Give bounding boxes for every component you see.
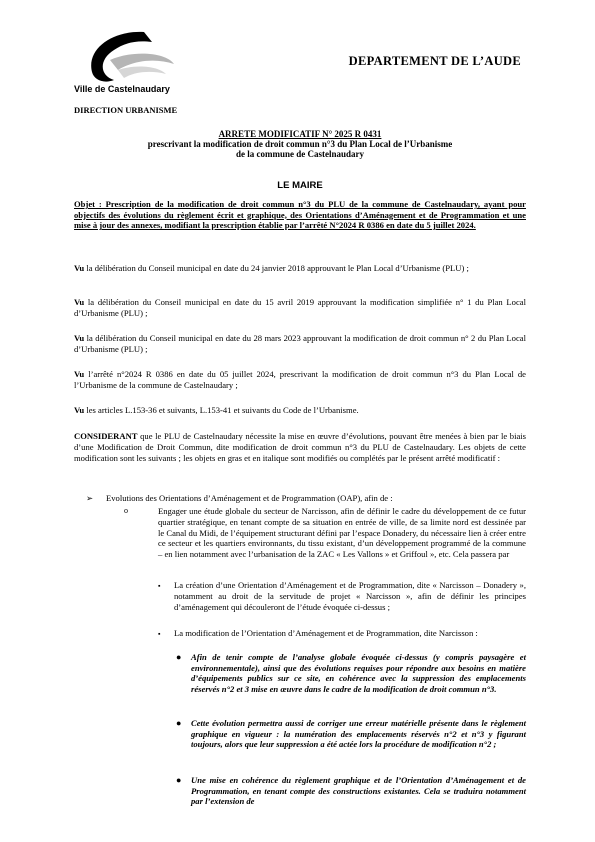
vu-paragraph xyxy=(74,405,526,416)
vu-lead: Vu xyxy=(74,369,85,379)
vu-paragraph xyxy=(74,297,526,319)
vu-lead: Vu xyxy=(74,263,85,273)
disc-bullet-icon: ● xyxy=(176,775,182,785)
vu-text: la délibération du Conseil municipal en date du 24 janvier 2018 approuvant le Plan Local d’Urbanisme (PLU) ; xyxy=(84,263,469,273)
vu-text: les articles L.153-36 et suivants, L.153-41 et suivants du Code de l’Urbanisme. xyxy=(84,405,359,415)
disc-bullet-icon: ● xyxy=(176,718,182,728)
considerant-text: que le PLU de Castelnaudary nécessite la mise en œuvre d’évolutions, pouvant être menées à bien par le biais d’une Modification de Droit Commun, dite modification de droit commun n°3 du PLU de Castelnaudary. Les objets de cette modification sont les suivants ; les objets en gras et en italique sont modifiés ou complétés par le présent arrêté modificatif : xyxy=(74,431,526,463)
arrete-subtitle-1: prescrivant la modification de droit commun n°3 du Plan Local de l’Urbanisme xyxy=(147,139,453,149)
sub-list-item-text: Engager une étude globale du secteur de Narcisson, afin de définir le cadre du développement de ce futur quartier stratégique, en tenant compte de sa situation en entrée de ville, de sa limite nord est dessinée par le Canal du Midi, de l’équipement structurant défini par l’espace Donadery, du nécessaire lien à créer entre ce secteur et les quartiers environnants, du tissu existant, d’un développement programmé de la commune – en lien notamment avec l’urbanisation de la ZAC « Les Vallons » et Griffoul », etc. Cela passera par xyxy=(158,506,526,560)
arrete-subtitle-2: de la commune de Castelnaudary xyxy=(236,149,364,159)
square-list-item-text: La modification de l’Orientation d’Aménagement et de Programmation, dite Narcisson : xyxy=(174,628,478,638)
vu-lead: Vu xyxy=(74,297,85,307)
disc-list-item-text: Cette évolution permettra aussi de corriger une erreur matérielle présente dans le règlement graphique en vigueur : la numération des emplacements réservés n°2 et n°3 y figurant toujours, alors que leur suppression a été actée lors la procédure de modification n°2 ; xyxy=(191,718,526,750)
vu-text: la délibération du Conseil municipal en date du 28 mars 2023 approuvant la modification de droit commun n° 2 du Plan Local d’Urbanisme (PLU) ; xyxy=(74,333,526,354)
arrete-number: ARRETE MODIFICATIF N° 2025 R 0431 xyxy=(218,129,382,139)
objet-paragraph: Objet : Prescription de la modification de droit commun n°3 du PLU de la commune de Castelnaudary, ayant pour objectifs des évolutions du règlement écrit et graphique, des Orientations d’Aménagement et de Programmation et une mise à jour des annexes, modifiant la prescription établie par l’arrêté N°2024 R 0386 en date du 5 juillet 2024. xyxy=(74,199,526,231)
vu-paragraph xyxy=(74,263,526,274)
arrete-heading xyxy=(74,129,526,159)
vu-text: la délibération du Conseil municipal en date du 15 avril 2019 approuvant la modification simplifiée n° 1 du Plan Local d’Urbanisme (PLU) ; xyxy=(74,297,526,318)
vu-paragraph xyxy=(74,369,526,391)
disc-list-item-text: Une mise en cohérence du règlement graphique et de l’Orientation d’Aménagement et de Programmation, en tenant compte des constructions existantes. Cela se traduira notamment par l’extension de xyxy=(191,775,526,807)
square-bullet-icon: ▪ xyxy=(158,630,161,638)
circle-bullet-icon: o xyxy=(124,506,128,515)
arrow-bullet-icon: ➢ xyxy=(86,493,94,503)
logo-caption: Ville de Castelnaudary xyxy=(74,84,170,94)
department-title: DEPARTEMENT DE L’AUDE xyxy=(348,54,521,68)
le-maire-heading: LE MAIRE xyxy=(277,180,323,191)
vu-lead: Vu xyxy=(74,333,85,343)
considerant-lead: CONSIDERANT xyxy=(74,431,138,441)
square-list-item-text: La création d’une Orientation d’Aménagement et de Programmation, dite « Narcisson – Donadery », notamment au droit de la servitude de projet « Narcisson », afin de définir les principes d’aménagement qui découleront de l’étude évoquée ci-dessus ; xyxy=(174,580,526,612)
vu-paragraph xyxy=(74,333,526,355)
square-bullet-icon: ▪ xyxy=(158,582,161,590)
direction-label: DIRECTION URBANISME xyxy=(74,105,178,115)
disc-list-item-text: Afin de tenir compte de l’analyse globale évoquée ci-dessus (y compris paysagère et environnementale), ainsi que des évolutions requises pour répondre aux besoins en matière d’équipements publics sur ce site, en cohérence avec la suppression des emplacements réservés n°2 et 3 mise en œuvre dans le cadre de la modification de droit commun n°3. xyxy=(191,652,526,694)
list-item-text: Evolutions des Orientations d’Aménagement et de Programmation (OAP), afin de : xyxy=(106,493,393,503)
disc-bullet-icon: ● xyxy=(176,652,182,662)
considerant-paragraph xyxy=(74,431,526,464)
vu-text: l’arrêté n°2024 R 0386 en date du 05 juillet 2024, prescrivant la modification de droit commun n°3 du Plan Local de l’Urbanisme de la commune de Castelnaudary ; xyxy=(74,369,526,390)
vu-lead: Vu xyxy=(74,405,85,415)
